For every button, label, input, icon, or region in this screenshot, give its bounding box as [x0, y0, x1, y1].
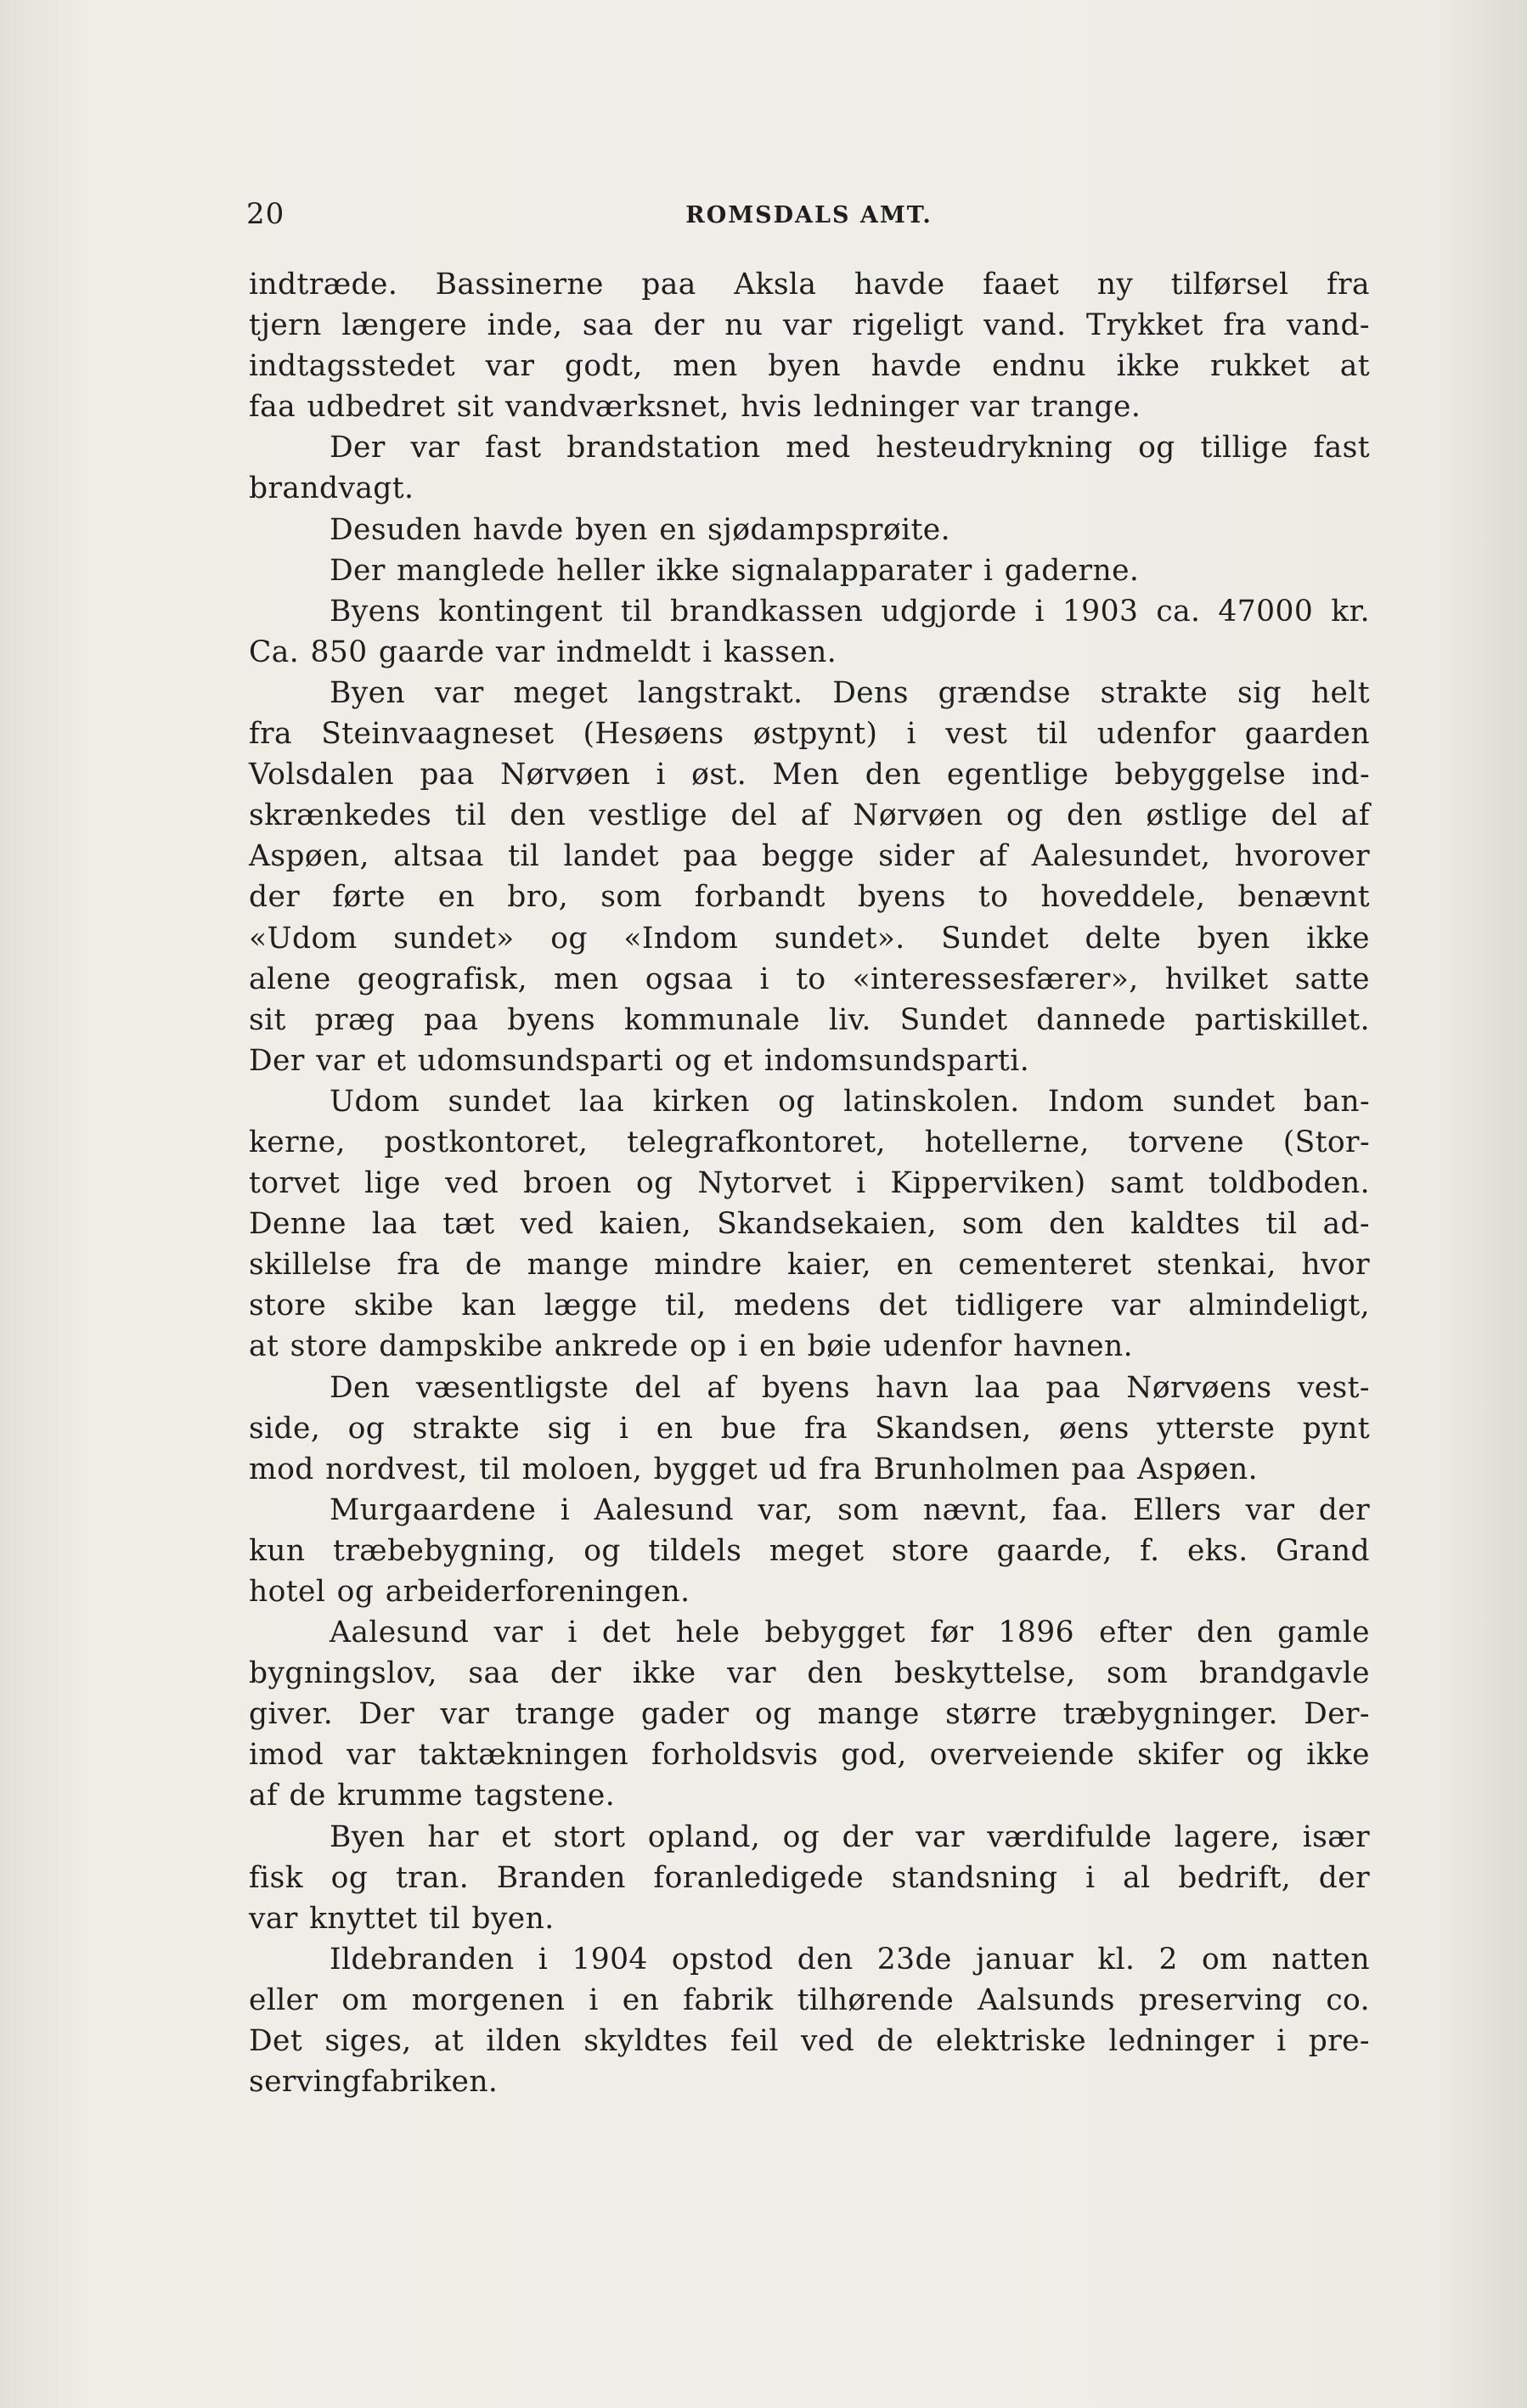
text-line: brandvagt.	[249, 471, 414, 506]
text-line: Udom sundet laa kirken og latinskolen. Indom sundet ban-	[330, 1084, 1370, 1119]
text-line: indtræde. Bassinerne paa Aksla havde faaet ny tilførsel fra	[249, 268, 1370, 302]
body-text	[249, 264, 1370, 2102]
text-line: torvet lige ved broen og Nytorvet i Kipperviken) samt toldboden.	[249, 1166, 1370, 1201]
text-line: imod var taktækningen forholdsvis god, overveiende skifer og ikke	[249, 1738, 1370, 1773]
text-line: Desuden havde byen en sjødampsprøite.	[330, 512, 950, 547]
text-line: servingfabriken.	[249, 2065, 499, 2100]
text-line: Murgaardene i Aalesund var, som nævnt, faa. Ellers var der	[330, 1492, 1370, 1527]
page-number: 20	[246, 197, 285, 231]
text-line: faa udbedret sit vandværksnet, hvis ledninger var trange.	[249, 390, 1141, 425]
text-line: Denne laa tæt ved kaien, Skandsekaien, som den kaldtes til ad-	[249, 1207, 1370, 1242]
running-title: ROMSDALS AMT.	[685, 202, 933, 228]
text-line: Aalesund var i det hele bebygget før 1896 efter den gamle	[330, 1616, 1370, 1650]
text-line: indtagsstedet var godt, men byen havde endnu ikke rukket at	[249, 349, 1370, 384]
text-line: skrænkedes til den vestlige del af Nørvøen og den østlige del af	[249, 798, 1370, 833]
running-head	[246, 197, 1372, 234]
text-line: giver. Der var trange gader og mange større træbygninger. Der-	[249, 1697, 1370, 1732]
text-line: Byen var meget langstrakt. Dens grændse strakte sig helt	[330, 675, 1370, 710]
text-line: mod nordvest, til moloen, bygget ud fra Brunholmen paa Aspøen.	[249, 1452, 1259, 1486]
text-line: «Udom sundet» og «Indom sundet». Sundet delte byen ikke	[249, 921, 1370, 956]
text-line: bygningslov, saa der ikke var den beskyttelse, som brandgavle	[249, 1656, 1370, 1691]
text-line: alene geografisk, men ogsaa i to «interessesfærer», hvilket satte	[249, 962, 1370, 996]
text-line: kun træbebygning, og tildels meget store gaarde, f. eks. Grand	[249, 1533, 1370, 1568]
text-line: Den væsentligste del af byens havn laa paa Nørvøens vest-	[330, 1370, 1370, 1405]
text-line: tjern længere inde, saa der nu var rigeligt vand. Trykket fra vand-	[249, 308, 1370, 343]
text-line: var knyttet til byen.	[249, 1901, 555, 1936]
text-line: Der var fast brandstation med hesteudrykning og tillige fast	[330, 431, 1370, 465]
text-line: skillelse fra de mange mindre kaier, en cementeret stenkai, hvor	[249, 1248, 1370, 1283]
text-line: at store dampskibe ankrede op i en bøie udenfor havnen.	[249, 1329, 1133, 1364]
text-line: Byen har et stort opland, og der var værdifulde lagere, især	[330, 1819, 1370, 1854]
text-line: der førte en bro, som forbandt byens to hoveddele, benævnt	[249, 880, 1370, 915]
text-line: kerne, postkontoret, telegrafkontoret, hotellerne, torvene (Stor-	[249, 1125, 1370, 1159]
text-line: Volsdalen paa Nørvøen i øst. Men den egentlige bebyggelse ind-	[249, 758, 1370, 792]
text-line: Ca. 850 gaarde var indmeldt i kassen.	[249, 634, 837, 669]
text-line: sit præg paa byens kommunale liv. Sundet dannede partiskillet.	[249, 1002, 1370, 1037]
text-line: Der manglede heller ikke signalapparater i gaderne.	[330, 553, 1140, 588]
text-line: fisk og tran. Branden foranledigede standsning i al bedrift, der	[249, 1860, 1370, 1895]
text-line: fra Steinvaagneset (Hesøens østpynt) i vest til udenfor gaarden	[249, 717, 1370, 752]
text-line: Der var et udomsundsparti og et indomsundsparti.	[249, 1043, 1030, 1078]
text-line: af de krumme tagstene.	[249, 1779, 616, 1813]
text-line: Ildebranden i 1904 opstod den 23de januar kl. 2 om natten	[330, 1942, 1370, 1977]
text-line: eller om morgenen i en fabrik tilhørende Aalsunds preserving co.	[249, 1982, 1370, 2017]
text-line: side, og strakte sig i en bue fra Skandsen, øens ytterste pynt	[249, 1411, 1370, 1446]
text-line: Det siges, at ilden skyldtes feil ved de elektriske ledninger i pre-	[249, 2024, 1370, 2059]
text-line: hotel og arbeiderforeningen.	[249, 1575, 690, 1609]
text-line: Byens kontingent til brandkassen udgjorde i 1903 ca. 47000 kr.	[330, 594, 1370, 629]
text-line: Aspøen, altsaa til landet paa begge sider af Aalesundet, hvorover	[249, 839, 1370, 874]
text-line: store skibe kan lægge til, medens det tidligere var almindeligt,	[249, 1289, 1370, 1323]
